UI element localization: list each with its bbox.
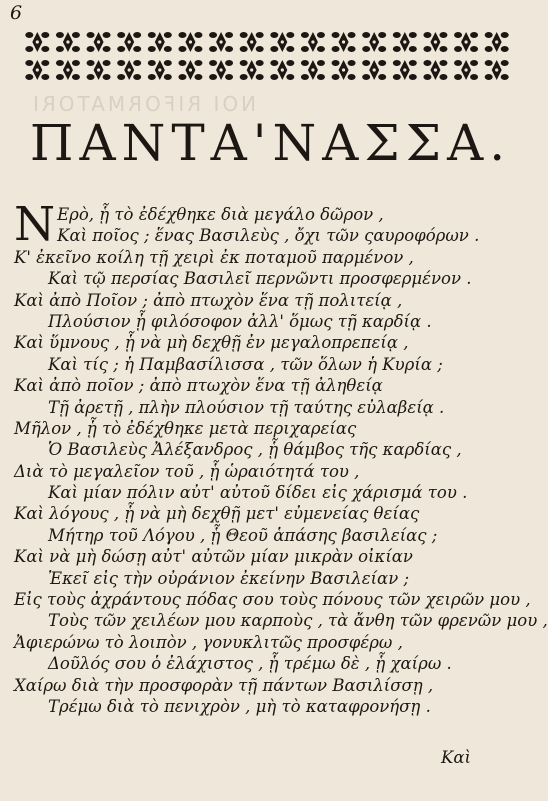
catchword: Καὶ bbox=[441, 748, 471, 767]
fleuron-icon bbox=[117, 60, 141, 80]
fleuron-icon bbox=[362, 32, 386, 52]
poem-line-text: Τρέμω διὰ τὸ πενιχρὸν , μὴ τὸ καταφρονήσῃ . bbox=[48, 696, 431, 716]
poem-line bbox=[14, 439, 534, 460]
poem-line bbox=[14, 225, 534, 246]
poem-line-text: Διὰ τὸ μεγαλεῖον τοῦ , ᾗ ὡραιότητά του , bbox=[14, 461, 360, 481]
fleuron-icon bbox=[485, 60, 509, 80]
poem-line bbox=[14, 397, 534, 418]
poem-line bbox=[14, 546, 534, 567]
poem-line bbox=[14, 354, 534, 375]
fleuron-icon bbox=[240, 60, 264, 80]
fleuron-ornament-band bbox=[22, 28, 512, 84]
fleuron-icon bbox=[25, 32, 49, 52]
poem-text bbox=[14, 197, 548, 717]
page-number: 6 bbox=[10, 2, 23, 24]
poem-line-text: Καὶ τῷ περσίας Βασιλεῖ περνῶντι προσφερμένον . bbox=[48, 269, 472, 289]
fleuron-icon bbox=[454, 32, 478, 52]
poem-line bbox=[14, 418, 534, 439]
page-title: ΠΑΝΤΑ'ΝΑΣΣΑ. bbox=[29, 114, 512, 172]
fleuron-icon bbox=[56, 32, 80, 52]
fleuron-icon bbox=[301, 60, 325, 80]
fleuron-icon bbox=[178, 60, 202, 80]
fleuron-icon bbox=[87, 32, 111, 52]
poem-line bbox=[14, 589, 534, 610]
poem-line bbox=[14, 461, 534, 482]
poem-line-text: Δοῦλός σου ὁ ἐλάχιστος , ᾗ τρέμω δὲ , ᾗ χαίρω . bbox=[48, 654, 452, 674]
fleuron-icon bbox=[148, 32, 172, 52]
fleuron-icon bbox=[270, 60, 294, 80]
fleuron-icon bbox=[393, 32, 417, 52]
poem-line-text: Ερὸ, ᾗ τὸ ἐδέχθηκε διὰ μεγάλο δῶρον , bbox=[57, 205, 384, 224]
poem-line-text: Εἰς τοὺς ἀχράντους πόδας σου τοὺς πόνους τῶν χειρῶν μου , bbox=[14, 590, 531, 610]
drop-cap: Ν bbox=[14, 197, 56, 252]
poem-line-text: Χαίρω διὰ τὴν προσφορὰν τῇ πάντων Βασιλίσσῃ , bbox=[14, 675, 434, 695]
bleed-through-text: NOI RIFORMATORI bbox=[30, 92, 257, 116]
poem-line bbox=[14, 653, 534, 674]
fleuron-icon bbox=[56, 60, 80, 80]
fleuron-icon bbox=[332, 60, 356, 80]
fleuron-icon bbox=[301, 32, 325, 52]
fleuron-icon bbox=[148, 60, 172, 80]
fleuron-icon bbox=[25, 60, 49, 80]
poem-line bbox=[14, 290, 534, 311]
fleuron-icon bbox=[178, 32, 202, 52]
poem-line bbox=[14, 247, 534, 268]
poem-line-text: Καὶ λόγους , ᾗ νὰ μὴ δεχθῇ μετ' εὐμενείας θείας bbox=[14, 504, 420, 524]
poem-line bbox=[14, 675, 534, 696]
poem-line bbox=[14, 482, 534, 503]
fleuron-icon bbox=[423, 60, 447, 80]
fleuron-icon bbox=[423, 32, 447, 52]
poem-line bbox=[14, 332, 534, 353]
poem-line-text: Κ' ἐκεῖνο κοίλη τῇ χειρὶ ἐκ ποταμοῦ παρμένον , bbox=[14, 247, 414, 267]
poem-line bbox=[14, 568, 534, 589]
poem-line bbox=[14, 610, 548, 631]
poem-line-text: Καὶ ἀπὸ ποῖον ; ἀπὸ πτωχὸν ἕνα τῇ ἀληθείᾳ bbox=[14, 376, 383, 396]
poem-line-text: Καὶ ποῖος ; ἕνας Βασιλεὺς , ὄχι τῶν ςαυροφόρων . bbox=[57, 226, 480, 246]
fleuron-icon bbox=[209, 32, 233, 52]
poem-line-text: Καὶ τίς ; ἡ Παμβασίλισσα , τῶν ὅλων ἡ Κυρία ; bbox=[48, 354, 443, 374]
poem-line bbox=[14, 525, 534, 546]
fleuron-icon bbox=[270, 32, 294, 52]
fleuron-icon bbox=[87, 60, 111, 80]
fleuron-icon bbox=[362, 60, 386, 80]
fleuron-icon bbox=[485, 32, 509, 52]
poem-line bbox=[14, 311, 534, 332]
poem-line-text: Καὶ νὰ μὴ δώσῃ αὐτ' αὐτῶν μίαν μικρὰν οἰκίαν bbox=[14, 547, 413, 567]
poem-line bbox=[14, 503, 534, 524]
poem-line-text: Ἐκεῖ εἰς τὴν οὐράνιον ἐκείνην Βασιλείαν ; bbox=[48, 568, 410, 588]
poem-line-text: Καὶ ἀπὸ Ποῖον ; ἀπὸ πτωχὸν ἕνα τῇ πολιτείᾳ , bbox=[14, 290, 403, 310]
fleuron-icon bbox=[393, 60, 417, 80]
poem-line-text: Τῇ ἀρετῇ , πλὴν πλούσιον τῇ ταύτης εὐλαβείᾳ . bbox=[48, 397, 445, 417]
poem-line-text: Καὶ ὕμνους , ᾗ νὰ μὴ δεχθῇ ἐν μεγαλοπρεπείᾳ , bbox=[14, 333, 409, 353]
poem-line-text: Ἀφιερώνω τὸ λοιπὸν , γονυκλιτῶς προσφέρω , bbox=[14, 632, 403, 652]
fleuron-icon bbox=[240, 32, 264, 52]
fleuron-ornament-icon bbox=[22, 28, 512, 84]
poem-line bbox=[14, 696, 534, 717]
fleuron-icon bbox=[117, 32, 141, 52]
poem-line-text: Τοὺς τῶν χειλέων μου καρποὺς , τὰ ἄνθη τῶν φρενῶν μου , bbox=[48, 611, 548, 631]
fleuron-icon bbox=[454, 60, 478, 80]
poem-line-text: Μήτηρ τοῦ Λόγου , ᾗ Θεοῦ ἁπάσης βασιλείας ; bbox=[48, 525, 438, 545]
poem-line bbox=[14, 632, 534, 653]
poem-line-text: Ὁ Βασιλεὺς Ἀλέξανδρος , ᾗ θάμβος τῆς καρδίας , bbox=[48, 440, 462, 460]
poem-line-text: Πλούσιον ᾗ φιλόσοφον ἀλλ' ὅμως τῇ καρδίᾳ . bbox=[48, 311, 432, 331]
fleuron-icon bbox=[209, 60, 233, 80]
poem-line bbox=[14, 268, 534, 289]
poem-line-text: Καὶ μίαν πόλιν αὐτ' αὐτοῦ δίδει εἰς χάρισμά του . bbox=[48, 483, 468, 503]
fleuron-icon bbox=[332, 32, 356, 52]
poem-line-text: Μῆλον , ᾗ τὸ ἐδέχθηκε μετὰ περιχαρείας bbox=[14, 418, 357, 438]
poem-line bbox=[14, 375, 534, 396]
